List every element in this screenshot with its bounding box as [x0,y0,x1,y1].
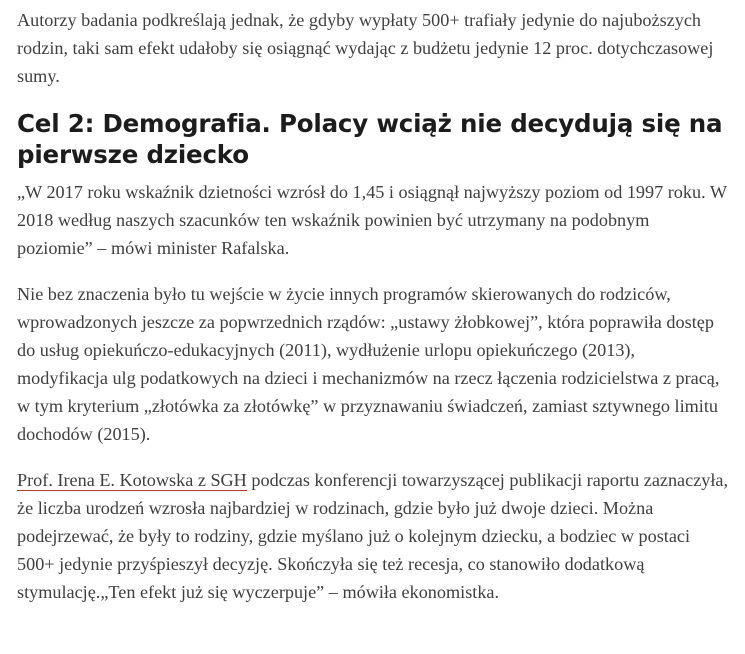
paragraph-budget: Autorzy badania podkreślają jednak, że gdyby wypłaty 500+ trafiały jedynie do najuboższych rodzin, taki sam efekt udałoby się osiągnąć wydając z budżetu jedynie 12 proc. dotychczasowej sumy. [17,10,714,86]
paragraph-kotowska-text: podczas konferencji towarzyszącej publikacji raportu zaznaczyła, że liczba urodzeń wzrosła najbardziej w rodzinach, gdzie było już dwoje dzieci. Można podejrzewać, że były to rodziny, gdzie myślano już o kolejnym dziecku, a bodziec w postaci 500+ jedynie przyśpieszył decyzję. Skończyła się też recesja, co stanowiło dodatkową stymulację.„Ten efekt już się wyczerpuje” – mówiła ekonomistka. [17,470,729,602]
section-heading: Cel 2: Demografia. Polacy wciąż nie decydują się na pierwsze dziecko [17,109,723,169]
paragraph-programs: Nie bez znaczenia było tu wejście w życie innych programów skierowanych do rodziców, wprowadzonych jeszcze za popwrzednich rządów: „ustawy żłobkowej”, która poprawiła dostęp do usług opiekuńczo-edukacyjnych (2011), wydłużenie urlopu opiekuńczego (2013), modyfikacja ulg podatkowych na dzieci i mechanizmów na rzecz łączenia rodzicielstwa z pracą, w tym kryterium „złotówka za złotówkę” w przyznawaniu świadczeń, zamiast sztywnego limitu dochodów (2015). [17,284,720,444]
paragraph-quote-rafalska: „W 2017 roku wskaźnik dzietności wzrósł do 1,45 i osiągnął najwyższy poziom od 1997 roku. W 2018 według naszych szacunków ten wskaźnik powinien być utrzymany na podobnym poziomie” – mówi minister Rafalska. [17,182,727,258]
kotowska-link[interactable]: Prof. Irena E. Kotowska z SGH [17,470,247,490]
paragraph-kotowska [17,466,729,606]
article-body [17,6,729,624]
